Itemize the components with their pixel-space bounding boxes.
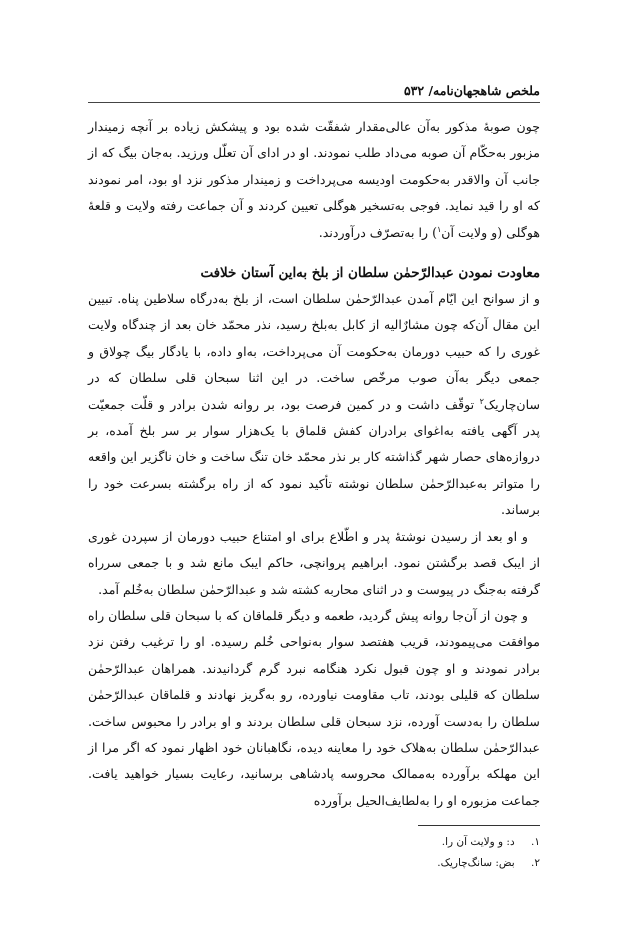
paragraph-2	[88, 286, 540, 524]
paragraph-2-text-b: توقّف داشت و در کمین فرصت بود، بر روانه شدن برادر و قلّت جمعیّت پدر آگهی یافته به‌اغوای برادران کفش قلماق با یک‌هزار سوار بر سر بلخ آمده، بر دروازه‌های حصار شهر گذاشته کار بر نذر محمّد خان تنگ ساخت و خان ناگزیر این واقعه را متواتر به‌عبدالرّحمٰن سلطان نوشته تأکید نمود که از راه برگشته بسرعت خود را برساند.	[88, 396, 540, 518]
footnote-ref-2: ۲	[479, 396, 484, 406]
body-text	[88, 114, 540, 814]
footnote-ref-1: ۱	[437, 224, 442, 234]
footnote-2	[88, 853, 540, 874]
footnote-2-number: ۲.	[531, 857, 540, 869]
paragraph-3: و او بعد از رسیدن نوشتهٔ پدر و اطّلاع برای او امتناع حبیب دورمان از سپردن غوری از ایبک قصد برگشتن نمود. ابراهیم پروانچی، حاکم ایبک مانع شد و با جمعی سرراه گرفته به‌جنگ در پیوست و در اثنای محاربه کشته شد و عبدالرّحمٰن سلطان به‌خُلم آمد.	[88, 528, 540, 597]
running-header	[88, 80, 540, 103]
section-heading: معاودت نمودن عبدالرّحمٰن سلطان از بلخ به‌این آستان خلافت	[200, 265, 540, 282]
footnote-1-text: د: و ولایت آن را.	[441, 836, 515, 848]
footnote-1-number: ۱.	[531, 836, 540, 848]
running-header-title: ملخص شاهجهان‌نامه/ ۵۳۲	[403, 83, 540, 98]
paragraph-1-text-a: چون صوبهٔ مذکور به‌آن عالی‌مقدار شفقّت شده بود و پیشکش زیاده بر آنچه زمیندار مزبور به‌حکّام آن صوبه می‌داد طلب نمودند. او در ادای آن تعلّل ورزید. به‌جان بیگ که از جانب آن والاقدر به‌حکومت اودیسه می‌پرداخت و زمیندار مذکور نزد او بود، امر نمودند که او را قید نماید. فوجی به‌تسخیر هوگلی تعیین کردند و آن جماعت رفته ولایت و قلعهٔ هوگلی (و ولایت آن	[88, 119, 540, 240]
paragraph-1-text-b: ) را به‌تصرّف درآوردند.	[318, 224, 437, 240]
footnote-1	[88, 832, 540, 853]
footnote-2-text: بض: سانگ‌چاریک.	[437, 857, 515, 869]
footnotes	[88, 832, 540, 874]
footnote-divider	[418, 825, 540, 826]
paragraph-2-text-a: و از سوانح این ایّام آمدن عبدالرّحمٰن سلطان است، از بلخ به‌درگاه سلاطین پناه. تبیین این مقال آن‌که چون مشارٌالیه از کابل به‌بلخ رسید، نذر محمّد خان بعد از چندگاه ولایت غوری را که حبیب دورمان به‌حکومت آن می‌پرداخت، به‌او داده، با یادگار بیگ چولاق و جمعی دیگر به‌آن صوب مرخّص ساخت. در این اثنا سبحان قلی سلطان که در سان‌چاریک	[88, 291, 540, 412]
paragraph-1	[88, 114, 540, 246]
paragraph-4: و چون از آن‌جا روانه پیش گردید، طعمه و دیگر قلماقان که با سبحان قلی سلطان راه موافقت می‌پیمودند، قریب هفتصد سوار به‌نواحی خُلم رسیده. او را ترغیب رفتن نزد برادر نمودند و او چون قبول نکرد هنگامه نبرد گرم گردانیدند. همراهان عبدالرّحمٰن سلطان که قلیلی بودند، تاب مقاومت نیاورده، رو به‌گریز نهادند و قلماقان عبدالرّحمٰن سلطان را به‌دست آورده، نزد سبحان قلی سلطان بردند و او برادر را محبوس ساخت. عبدالرّحمٰن سلطان به‌هلاک خود را معاینه دیده، نگاهبانان خود اظهار نمود که اگر مرا از این مهلکه برآورده به‌ممالک محروسه پادشاهی برسانید، رعایت بسیار خواهید یافت. جماعت مزبوره او را به‌لطایف‌الحیل برآورده	[88, 607, 540, 808]
